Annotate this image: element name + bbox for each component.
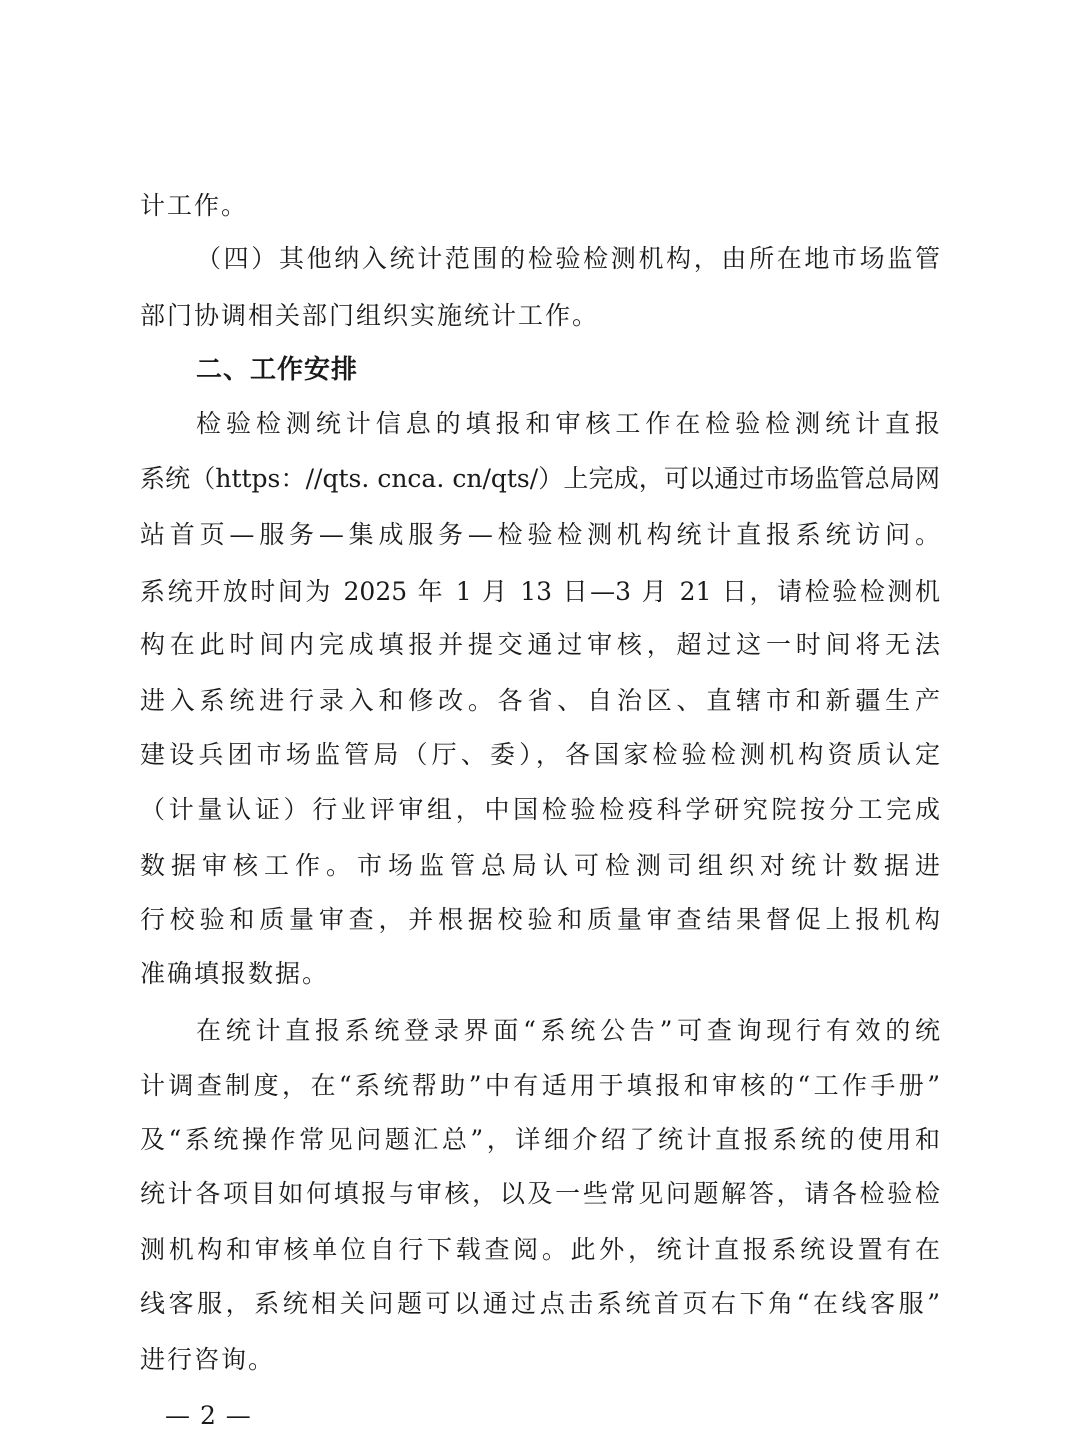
text-line: 检验检测统计信息的填报和审核工作在检验检测统计直报 — [196, 409, 940, 438]
text-line: 统计各项目如何填报与审核，以及一些常见问题解答，请各检验检 — [140, 1179, 940, 1208]
text-line: 行校验和质量审查，并根据校验和质量审查结果督促上报机构 — [140, 905, 940, 934]
text-line: 建设兵团市场监管局（厅、委），各国家检验检测机构资质认定 — [140, 740, 940, 769]
text-line: 构在此时间内完成填报并提交通过审核，超过这一时间将无法 — [140, 630, 940, 659]
text-line: 计调查制度，在“系统帮助”中有适用于填报和审核的“工作手册” — [140, 1071, 940, 1100]
text-line: 站首页—服务—集成服务—检验检测机构统计直报系统访问。 — [140, 520, 940, 549]
text-line: 计工作。 — [140, 191, 249, 220]
text-line: 数据审核工作。市场监管总局认可检测司组织对统计数据进 — [140, 851, 940, 880]
text-line: 准确填报数据。 — [140, 959, 330, 988]
text-line: 在统计直报系统登录界面“系统公告”可查询现行有效的统 — [196, 1016, 940, 1045]
page-number: — 2 — — [165, 1401, 252, 1430]
text-line: 进行咨询。 — [140, 1345, 276, 1374]
text-line: 部门协调相关部门组织实施统计工作。 — [140, 301, 600, 330]
text-line: 线客服，系统相关问题可以通过点击系统首页右下角“在线客服” — [140, 1289, 940, 1318]
text-line: 测机构和审核单位自行下载查阅。此外，统计直报系统设置有在 — [140, 1235, 940, 1264]
text-line: 系统开放时间为 2025 年 1 月 13 日—3 月 21 日，请检验检测机 — [140, 577, 940, 606]
section-heading: 二、工作安排 — [196, 355, 359, 385]
text-line: 系统（https：//qts. cnca. cn/qts/）上完成，可以通过市场监管总局网 — [140, 464, 940, 493]
text-line: （计量认证）行业评审组，中国检验检疫科学研究院按分工完成 — [140, 795, 940, 824]
text-line: （四）其他纳入统计范围的检验检测机构，由所在地市场监管 — [196, 244, 940, 273]
text-line: 进入系统进行录入和修改。各省、自治区、直辖市和新疆生产 — [140, 686, 940, 715]
text-line: 及“系统操作常见问题汇总”，详细介绍了统计直报系统的使用和 — [140, 1125, 940, 1154]
